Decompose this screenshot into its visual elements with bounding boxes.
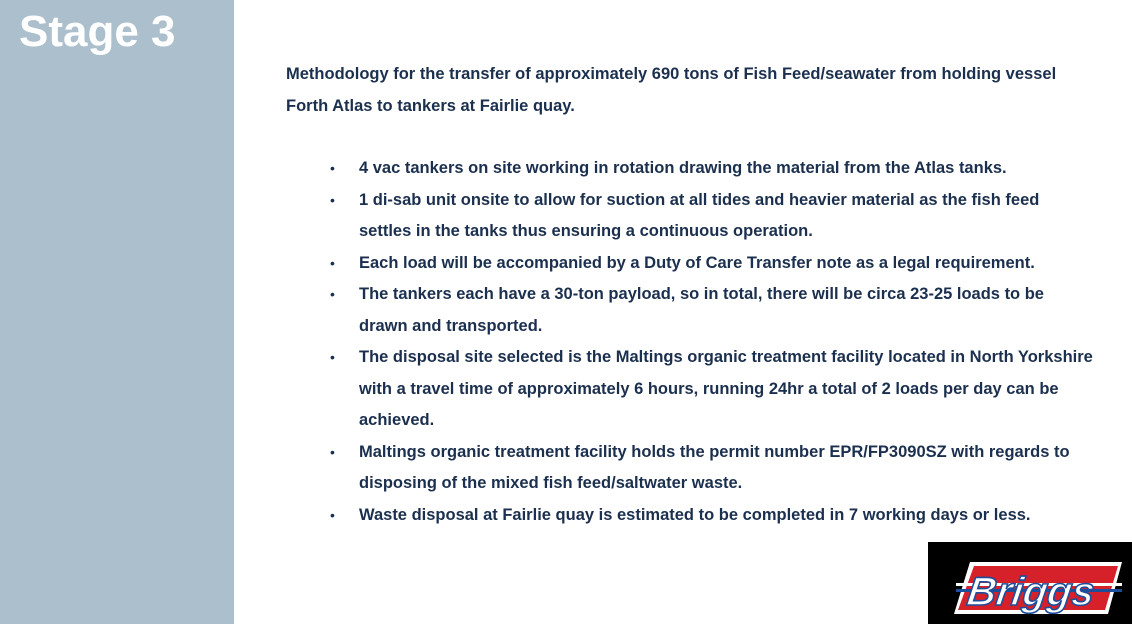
bullet-item: • 4 vac tankers on site working in rotation drawing the material from the Atlas tanks.: [359, 153, 1094, 185]
bullet-item: • The disposal site selected is the Maltings organic treatment facility located in North Yorkshire with a travel time of approximately 6 hours, running 24hr a total of 2 loads per day can be achieved.: [359, 342, 1094, 437]
sidebar-panel: [0, 0, 234, 624]
bullet-item: • Maltings organic treatment facility holds the permit number EPR/FP3090SZ with regards to disposing of the mixed fish feed/saltwater waste.: [359, 437, 1094, 500]
bullet-item: • 1 di-sab unit onsite to allow for suction at all tides and heavier material as the fish feed settles in the tanks thus ensuring a continuous operation.: [359, 185, 1094, 248]
bullet-item: • Each load will be accompanied by a Duty of Care Transfer note as a legal requirement.: [359, 248, 1094, 280]
bullet-item: • The tankers each have a 30-ton payload, so in total, there will be circa 23-25 loads to be drawn and transported.: [359, 279, 1094, 342]
logo-text: Briggs: [964, 569, 1098, 614]
briggs-logo: [928, 542, 1132, 624]
methodology-bullet-list: [359, 153, 1094, 531]
methodology-intro: Methodology for the transfer of approximately 690 tons of Fish Feed/seawater from holding vessel Forth Atlas to tankers at Fairlie quay.: [286, 65, 1057, 115]
bullet-item: • Waste disposal at Fairlie quay is estimated to be completed in 7 working days or less.: [359, 500, 1094, 532]
stage-title: Stage 3: [19, 7, 176, 56]
briggs-logo-icon: [928, 542, 1132, 624]
